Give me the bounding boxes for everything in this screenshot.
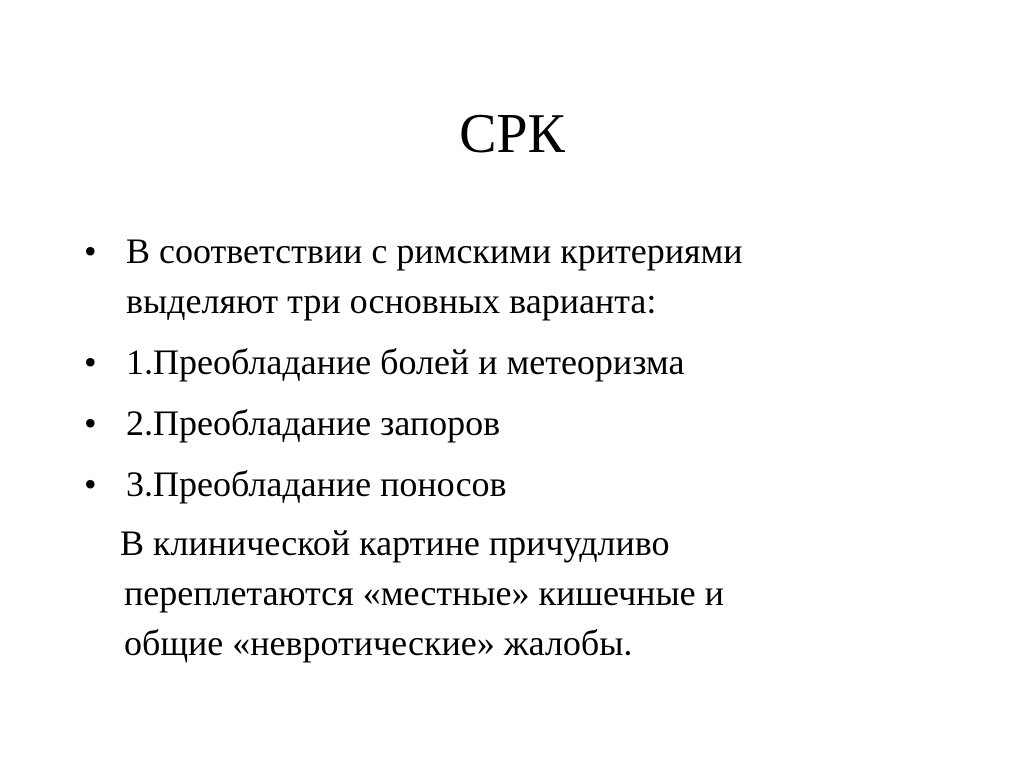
slide-title: СРК [459,103,565,165]
bullet-dot-icon: • [84,342,97,382]
bullet-line: 3.Преобладание поносов [126,464,507,504]
bullet-text [126,337,962,387]
bullet-item [82,226,962,326]
paragraph-line: переплетаются «местные» кишечные и [124,573,724,613]
bullet-dot-icon: • [84,464,97,504]
bullet-item [82,398,962,448]
bullet-text [126,398,962,448]
bullet-line: 2.Преобладание запоров [126,403,501,443]
bullet-dot-icon: • [84,403,97,443]
bullet-text [126,459,962,509]
bullet-line: выделяют три основных варианта: [126,281,657,321]
bullet-line: В соответствии с римскими критериями [126,231,743,271]
bullet-line: 1.Преобладание болей и метеоризма [126,342,685,382]
paragraph-line: В клинической картине причудливо [120,523,670,563]
paragraph-line: общие «невротические» жалобы. [124,623,633,663]
bullet-item [82,337,962,387]
summary-paragraph [82,518,962,668]
bullet-dot-icon: • [84,231,97,271]
slide-body [82,226,962,668]
bullet-item [82,459,962,509]
bullet-text [126,226,962,326]
